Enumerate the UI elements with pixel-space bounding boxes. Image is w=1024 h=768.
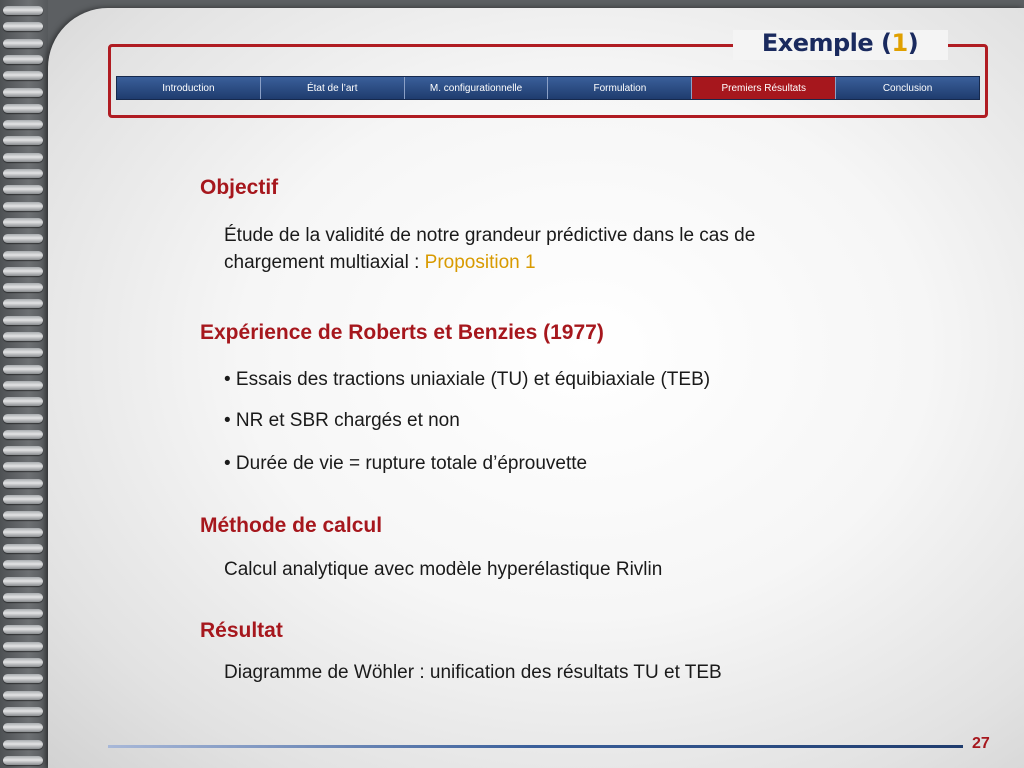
title-suffix: )	[907, 29, 919, 57]
binder-ring	[3, 691, 43, 700]
binder-ring	[3, 707, 43, 716]
objectif-line2-text: chargement multiaxial :	[224, 252, 425, 273]
binder-ring	[3, 642, 43, 651]
binder-ring	[3, 511, 43, 520]
binder-ring	[3, 55, 43, 64]
slide-title	[740, 29, 940, 63]
binder-ring	[3, 267, 43, 276]
binder-ring	[3, 218, 43, 227]
binder-ring	[3, 6, 43, 15]
binder-ring	[3, 348, 43, 357]
objectif-text	[224, 222, 755, 276]
nav-item-introduction[interactable]: Introduction	[117, 77, 261, 99]
experience-bullet-3: • Durée de vie = rupture totale d’éprouvette	[224, 453, 588, 474]
experience-bullet-1: • Essais des tractions uniaxiale (TU) et équibiaxiale (TEB)	[224, 369, 711, 390]
heading-experience: Expérience de Roberts et Benzies (1977)	[200, 321, 604, 344]
binder-ring	[3, 283, 43, 292]
nav-item-premiers-resultats[interactable]: Premiers Résultats	[692, 77, 836, 99]
binder-ring	[3, 185, 43, 194]
nav-item-conclusion[interactable]: Conclusion	[836, 77, 979, 99]
binder-ring	[3, 71, 43, 80]
binder-ring	[3, 299, 43, 308]
heading-resultat: Résultat	[200, 619, 283, 642]
binder-ring	[3, 577, 43, 586]
binder-ring	[3, 674, 43, 683]
title-prefix: Exemple (	[761, 29, 892, 57]
heading-methode: Méthode de calcul	[200, 514, 383, 537]
binder-ring	[3, 251, 43, 260]
binder-ring	[3, 39, 43, 48]
binder-ring	[3, 430, 43, 439]
binder-ring	[3, 740, 43, 749]
binder-ring	[3, 202, 43, 211]
binder-ring	[3, 414, 43, 423]
heading-objectif: Objectif	[200, 176, 279, 199]
binder-ring	[3, 316, 43, 325]
binder-ring	[3, 544, 43, 553]
binder-ring	[3, 723, 43, 732]
binder-ring	[3, 332, 43, 341]
binder-ring	[3, 104, 43, 113]
experience-bullet-2: • NR et SBR chargés et non	[224, 410, 460, 431]
objectif-line2	[224, 249, 755, 276]
footer-line	[108, 745, 963, 748]
section-nav	[116, 76, 980, 100]
binder-ring	[3, 381, 43, 390]
binder-ring	[3, 528, 43, 537]
nav-item-formulation[interactable]: Formulation	[548, 77, 692, 99]
resultat-text: Diagramme de Wöhler : unification des résultats TU et TEB	[224, 662, 722, 683]
binder-ring	[3, 136, 43, 145]
binder-ring	[3, 593, 43, 602]
objectif-line1: Étude de la validité de notre grandeur prédictive dans le cas de	[224, 225, 756, 246]
proposition-link[interactable]: Proposition 1	[424, 252, 536, 273]
binder-ring	[3, 609, 43, 618]
binder-ring	[3, 22, 43, 31]
title-number: 1	[891, 29, 908, 57]
binder-ring	[3, 446, 43, 455]
binder-ring	[3, 153, 43, 162]
binder-ring	[3, 479, 43, 488]
methode-text: Calcul analytique avec modèle hyperélastique Rivlin	[224, 559, 663, 580]
binder-ring	[3, 560, 43, 569]
binder-ring	[3, 756, 43, 765]
binder-ring	[3, 625, 43, 634]
nav-item-etat-de-l-art[interactable]: État de l’art	[261, 77, 405, 99]
nav-item-m-configurationnelle[interactable]: M. configurationnelle	[405, 77, 549, 99]
binder-ring	[3, 120, 43, 129]
binder-ring	[3, 88, 43, 97]
binder-ring	[3, 234, 43, 243]
binder-ring	[3, 462, 43, 471]
binder-ring	[3, 495, 43, 504]
binder-ring	[3, 658, 43, 667]
binder-ring	[3, 397, 43, 406]
binder-ring	[3, 169, 43, 178]
binder-ring	[3, 365, 43, 374]
page-number: 27	[972, 735, 990, 752]
